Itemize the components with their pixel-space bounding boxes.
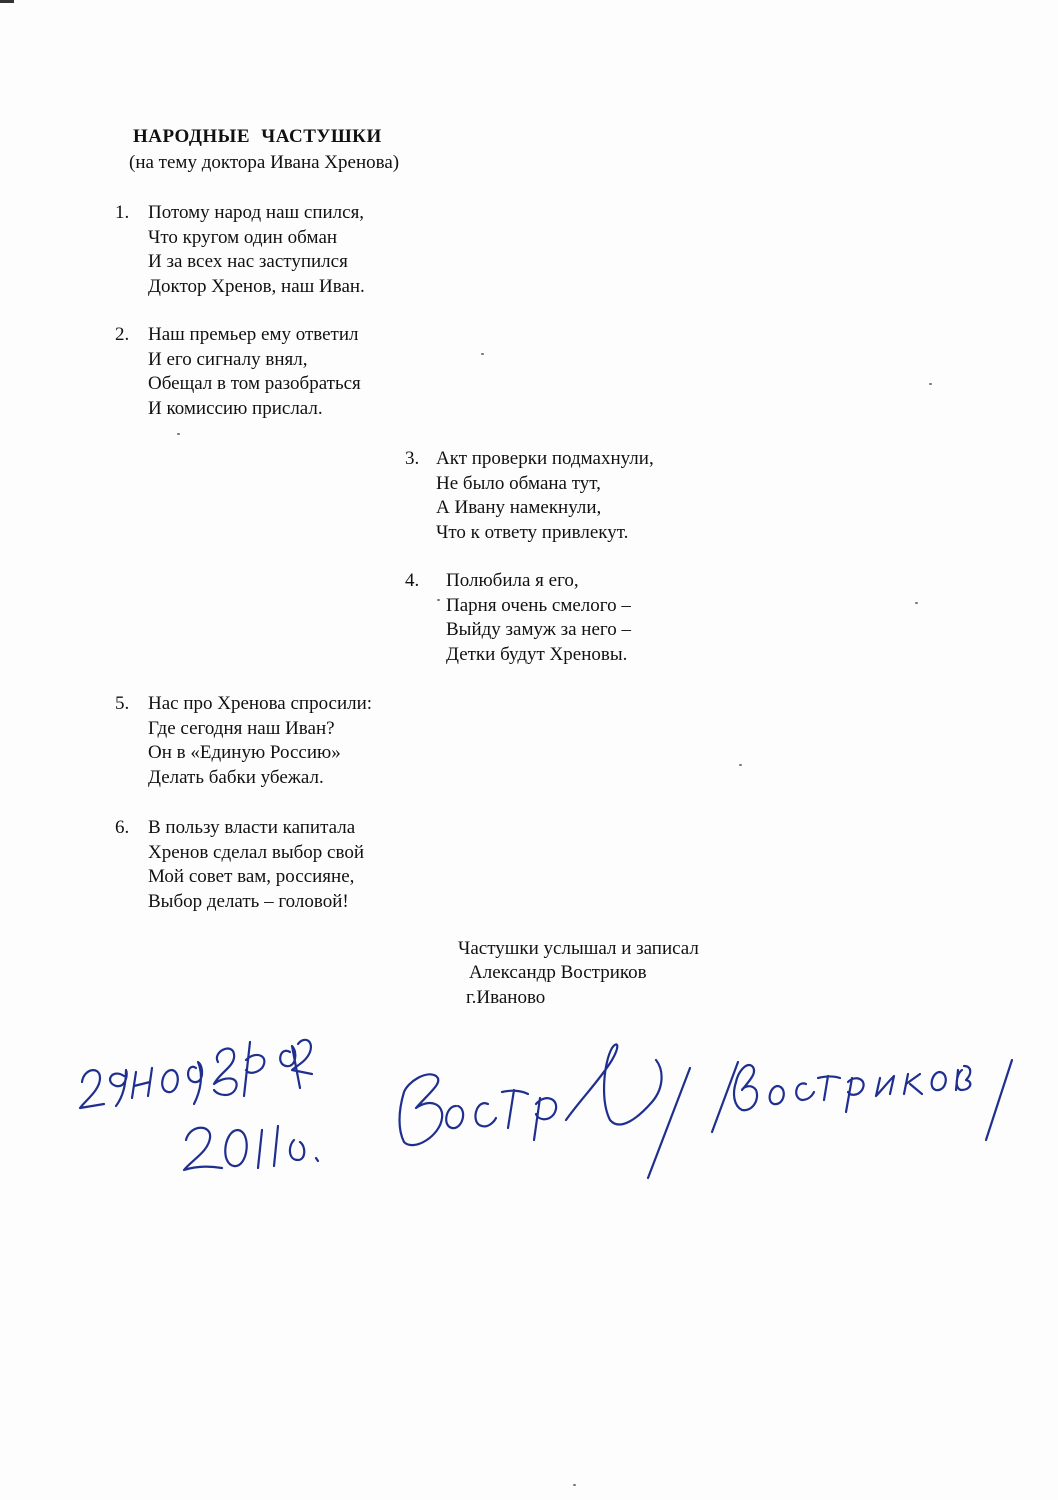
scan-speck bbox=[481, 353, 484, 355]
stanza-line: Полюбила я его, bbox=[446, 570, 579, 591]
stanza-number: 1. bbox=[115, 202, 130, 223]
stanza-number: 4. bbox=[405, 570, 420, 591]
stanza-line: В пользу власти капитала bbox=[148, 817, 356, 838]
stanza-number: 5. bbox=[115, 693, 130, 714]
stanza-number: 3. bbox=[405, 448, 420, 469]
stanza-line: Акт проверки подмахнули, bbox=[436, 448, 654, 469]
document-title: НАРОДНЫЕ ЧАСТУШКИ bbox=[133, 126, 382, 147]
stanza-number: 6. bbox=[115, 817, 130, 838]
stanza-line: Выбор делать – головой! bbox=[148, 890, 349, 912]
stanza-line: А Ивану намекнули, bbox=[436, 497, 602, 518]
stanza-line: Что кругом один обман bbox=[148, 226, 338, 248]
document-subtitle: (на тему доктора Ивана Хренова) bbox=[129, 152, 400, 173]
stanza-line: Где сегодня наш Иван? bbox=[148, 717, 335, 739]
scan-speck bbox=[573, 1484, 576, 1486]
stanza-line: Хренов сделал выбор свой bbox=[148, 841, 364, 863]
stanza-line: Мой совет вам, россияне, bbox=[148, 866, 355, 887]
scan-speck bbox=[929, 383, 932, 385]
stanza-line: Обещал в том разобраться bbox=[148, 373, 361, 394]
scan-speck bbox=[437, 599, 440, 601]
stanza-line: Доктор Хренов, наш Иван. bbox=[148, 275, 365, 297]
stanza-line: Наш премьер ему ответил bbox=[148, 324, 359, 345]
credit-city: г.Иваново bbox=[466, 987, 546, 1008]
credit-recorded-by: Частушки услышал и записал bbox=[458, 938, 699, 959]
stanza-line: Парня очень смелого – bbox=[446, 594, 631, 616]
scan-speck bbox=[177, 433, 180, 435]
credit-author-name: Александр Востриков bbox=[469, 962, 647, 983]
handwritten-name bbox=[712, 1060, 1012, 1140]
stanza-line: Выйду замуж за него – bbox=[446, 619, 631, 640]
handwritten-date-line2 bbox=[184, 1126, 318, 1170]
stanza-line: Детки будут Хреновы. bbox=[446, 643, 628, 665]
stanza-line: И комиссию прислал. bbox=[148, 397, 323, 419]
stanza-line: Потому народ наш спился, bbox=[148, 202, 365, 223]
scan-speck bbox=[739, 764, 742, 766]
stanza-line: Делать бабки убежал. bbox=[148, 766, 324, 788]
handwritten-signature bbox=[400, 1044, 691, 1178]
stanza-line: Не было обмана тут, bbox=[436, 472, 601, 494]
stanza-line: Что к ответу привлекут. bbox=[436, 521, 629, 543]
stanza-line: Он в «Единую Россию» bbox=[148, 742, 341, 763]
scan-speck bbox=[915, 602, 918, 604]
stanza-line: Нас про Хренова спросили: bbox=[148, 693, 373, 714]
stanza-number: 2. bbox=[115, 324, 130, 345]
handwritten-date-line1 bbox=[80, 1040, 312, 1108]
stanza-line: И за всех нас заступился bbox=[148, 251, 348, 272]
stanza-line: И его сигналу внял, bbox=[148, 348, 308, 370]
